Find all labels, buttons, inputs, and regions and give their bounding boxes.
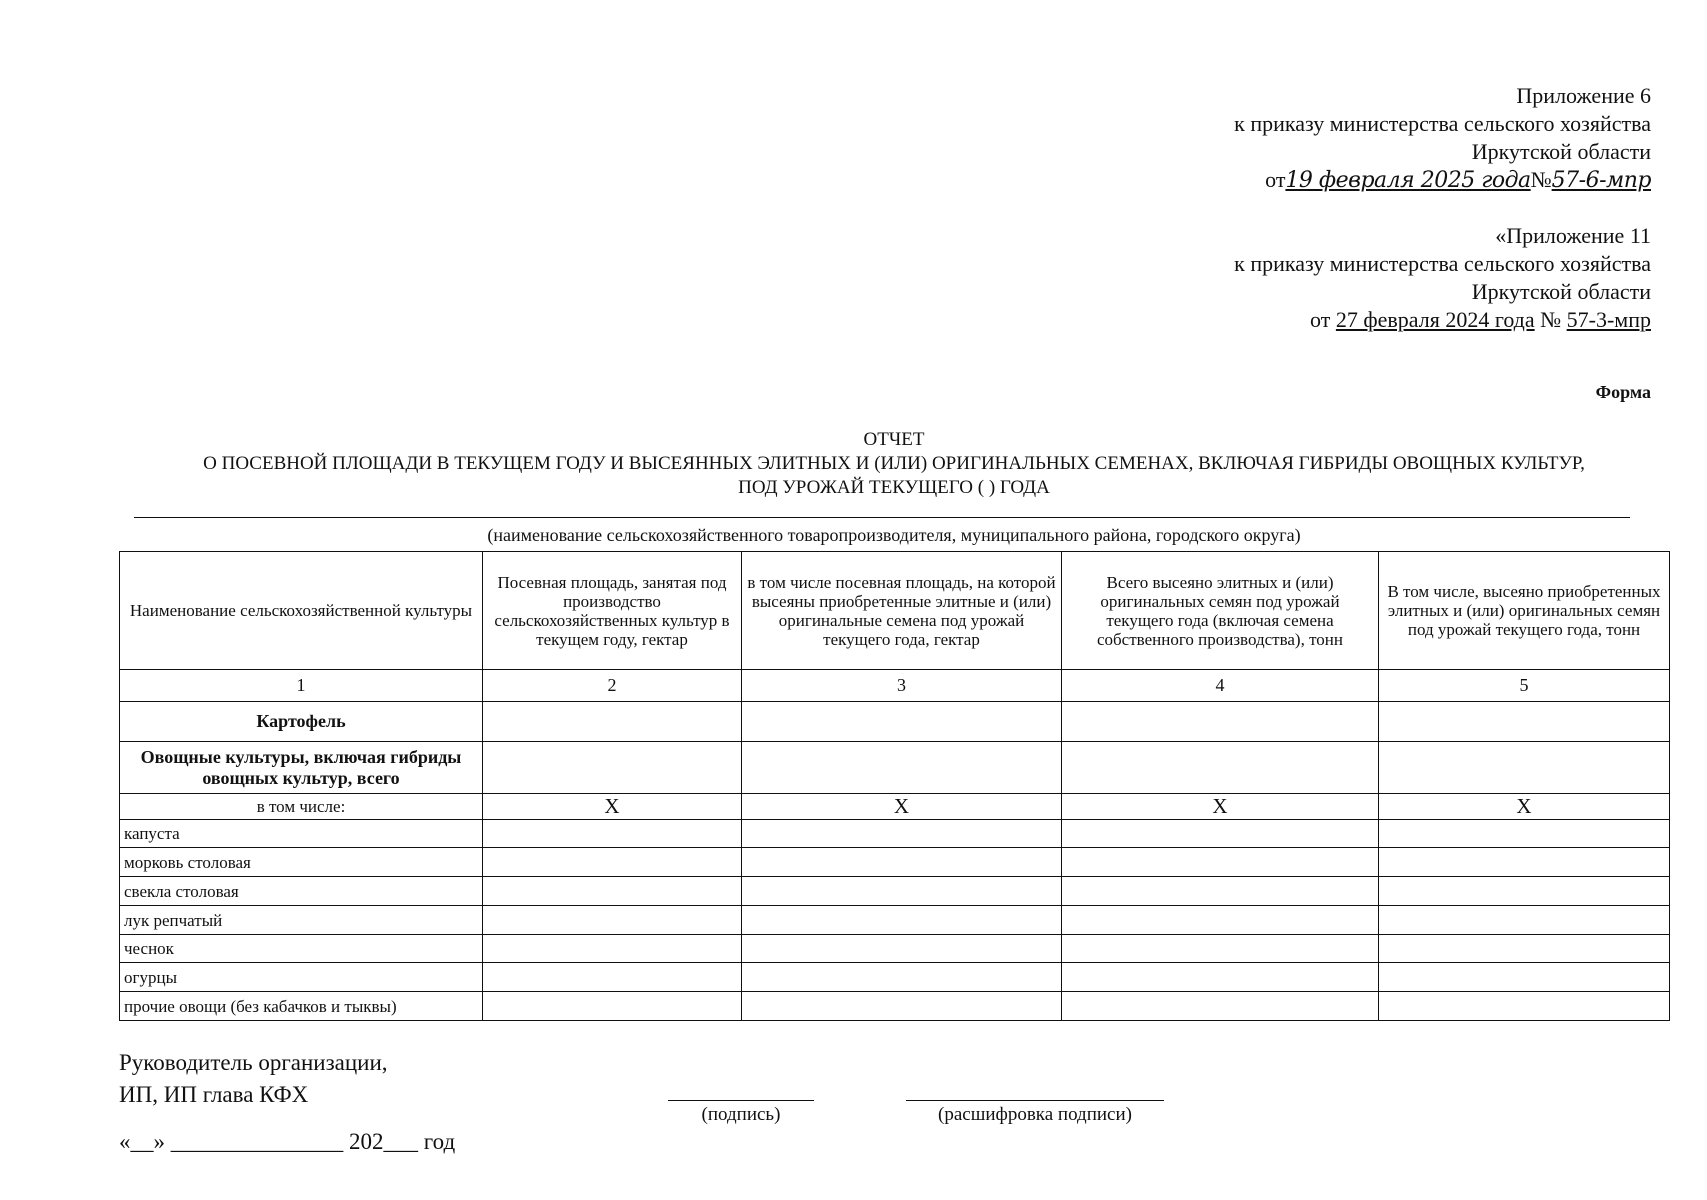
signature-caption: (подпись) bbox=[701, 1104, 781, 1125]
org-name-line bbox=[134, 517, 1630, 518]
input-cell[interactable] bbox=[483, 935, 742, 963]
input-cell[interactable] bbox=[483, 742, 742, 794]
decode-caption: (расшифровка подписи) bbox=[938, 1104, 1132, 1125]
crop-label: капуста bbox=[120, 820, 483, 848]
x-mark: X bbox=[742, 794, 1062, 820]
signature-line[interactable] bbox=[668, 1100, 814, 1101]
signer-position-line1: Руководитель организации, bbox=[119, 1050, 388, 1075]
table-row bbox=[120, 906, 1670, 935]
input-cell[interactable] bbox=[1062, 742, 1379, 794]
input-cell[interactable] bbox=[1379, 702, 1670, 742]
table-row-including bbox=[120, 794, 1670, 820]
col-number: 5 bbox=[1379, 670, 1670, 702]
appendix-date-line: от 27 февраля 2024 года № 57-3-мпр bbox=[1310, 307, 1651, 332]
input-cell[interactable] bbox=[483, 906, 742, 935]
table-row bbox=[120, 963, 1670, 992]
input-cell[interactable] bbox=[742, 992, 1062, 1021]
col-header-total-seeds: Всего высеяно элитных и (или) оригинальных семян под урожай текущего года (включая семена собственного производства), тонн bbox=[1062, 552, 1379, 670]
handwritten-date: 19 февраля 2025 года bbox=[1285, 168, 1531, 193]
row-label-vegetables: Овощные культуры, включая гибриды овощных культур, всего bbox=[120, 742, 483, 794]
input-cell[interactable] bbox=[742, 963, 1062, 992]
form-label: Форма bbox=[1595, 382, 1651, 402]
crop-label: свекла столовая bbox=[120, 877, 483, 906]
report-title bbox=[119, 428, 1669, 500]
col-header-purchased-seeds: В том числе, высеяно приобретенных элитных и (или) оригинальных семян под урожай текущего года, тонн bbox=[1379, 552, 1670, 670]
table-row bbox=[120, 992, 1670, 1021]
col-header-elite-area: в том числе посевная площадь, на которой высеяны приобретенные элитные и (или) оригинальные семена под урожай текущего года, гектар bbox=[742, 552, 1062, 670]
input-cell[interactable] bbox=[1379, 906, 1670, 935]
table-row-potato bbox=[120, 702, 1670, 742]
report-table bbox=[119, 551, 1670, 1021]
signer-position bbox=[119, 1047, 388, 1111]
crop-label: морковь столовая bbox=[120, 848, 483, 877]
input-cell[interactable] bbox=[742, 848, 1062, 877]
input-cell[interactable] bbox=[1062, 702, 1379, 742]
input-cell[interactable] bbox=[1379, 877, 1670, 906]
date-line: «__» _______________ 202___ год bbox=[119, 1129, 456, 1154]
input-cell[interactable] bbox=[1379, 820, 1670, 848]
appendix-order-ref: к приказу министерства сельского хозяйства bbox=[1234, 251, 1651, 276]
table-row bbox=[120, 935, 1670, 963]
order-date: 27 февраля 2024 года bbox=[1335, 307, 1535, 332]
crop-label: прочие овощи (без кабачков и тыквы) bbox=[120, 992, 483, 1021]
x-mark: X bbox=[1379, 794, 1670, 820]
col-number: 2 bbox=[483, 670, 742, 702]
input-cell[interactable] bbox=[1062, 820, 1379, 848]
decode-line[interactable] bbox=[906, 1100, 1164, 1101]
input-cell[interactable] bbox=[1379, 963, 1670, 992]
col-number: 3 bbox=[742, 670, 1062, 702]
input-cell[interactable] bbox=[483, 820, 742, 848]
input-cell[interactable] bbox=[1379, 742, 1670, 794]
col-number: 4 bbox=[1062, 670, 1379, 702]
input-cell[interactable] bbox=[483, 877, 742, 906]
input-cell[interactable] bbox=[742, 820, 1062, 848]
table-row-vegetables bbox=[120, 742, 1670, 794]
input-cell[interactable] bbox=[1062, 877, 1379, 906]
input-cell[interactable] bbox=[742, 742, 1062, 794]
report-title-line2: О ПОСЕВНОЙ ПЛОЩАДИ В ТЕКУЩЕМ ГОДУ И ВЫСЕЯННЫХ ЭЛИТНЫХ И (ИЛИ) ОРИГИНАЛЬНЫХ СЕМЕНАХ, ВКЛЮЧАЯ ГИБРИДЫ ОВОЩНЫХ КУЛЬТУР, bbox=[203, 453, 1585, 474]
col-number: 1 bbox=[120, 670, 483, 702]
input-cell[interactable] bbox=[1379, 848, 1670, 877]
input-cell[interactable] bbox=[742, 877, 1062, 906]
input-cell[interactable] bbox=[483, 963, 742, 992]
table-row bbox=[120, 820, 1670, 848]
appendix-number: Приложение 6 bbox=[1516, 83, 1651, 108]
input-cell[interactable] bbox=[742, 935, 1062, 963]
input-cell[interactable] bbox=[1379, 992, 1670, 1021]
input-cell[interactable] bbox=[483, 702, 742, 742]
appendix-order-ref: к приказу министерства сельского хозяйства bbox=[1234, 111, 1651, 136]
appendix-region: Иркутской области bbox=[1471, 279, 1651, 304]
row-label-potato: Картофель bbox=[120, 702, 483, 742]
appendix-header-previous bbox=[951, 222, 1651, 334]
crop-label: чеснок bbox=[120, 935, 483, 963]
x-mark: X bbox=[483, 794, 742, 820]
org-name-caption: (наименование сельскохозяйственного товаропроизводителя, муниципального района, городского округа) bbox=[487, 525, 1301, 545]
input-cell[interactable] bbox=[742, 906, 1062, 935]
appendix-number: «Приложение 11 bbox=[1495, 223, 1651, 248]
signer-position-line2: ИП, ИП глава КФХ bbox=[119, 1082, 309, 1107]
input-cell[interactable] bbox=[1062, 992, 1379, 1021]
order-number: 57-3-мпр bbox=[1566, 307, 1651, 332]
input-cell[interactable] bbox=[483, 848, 742, 877]
table-header-row bbox=[120, 552, 1670, 670]
input-cell[interactable] bbox=[1062, 935, 1379, 963]
column-number-row bbox=[120, 670, 1670, 702]
appendix-region: Иркутской области bbox=[1471, 139, 1651, 164]
input-cell[interactable] bbox=[1062, 963, 1379, 992]
input-cell[interactable] bbox=[742, 702, 1062, 742]
appendix-date-line: от19 февраля 2025 года№57-6-мпр bbox=[1265, 167, 1651, 193]
appendix-header-current bbox=[951, 82, 1651, 195]
col-header-crop: Наименование сельскохозяйственной культуры bbox=[120, 552, 483, 670]
input-cell[interactable] bbox=[1062, 906, 1379, 935]
input-cell[interactable] bbox=[483, 992, 742, 1021]
crop-label: огурцы bbox=[120, 963, 483, 992]
report-title-line3: ПОД УРОЖАЙ ТЕКУЩЕГО ( ) ГОДА bbox=[738, 477, 1050, 498]
row-label-including: в том числе: bbox=[120, 794, 483, 820]
input-cell[interactable] bbox=[1379, 935, 1670, 963]
input-cell[interactable] bbox=[1062, 848, 1379, 877]
table-row bbox=[120, 877, 1670, 906]
col-header-sown-area: Посевная площадь, занятая под производство сельскохозяйственных культур в текущем году, гектар bbox=[483, 552, 742, 670]
x-mark: X bbox=[1062, 794, 1379, 820]
crop-label: лук репчатый bbox=[120, 906, 483, 935]
report-title-line1: ОТЧЕТ bbox=[863, 429, 925, 450]
handwritten-number: 57-6-мпр bbox=[1551, 168, 1651, 193]
table-row bbox=[120, 848, 1670, 877]
